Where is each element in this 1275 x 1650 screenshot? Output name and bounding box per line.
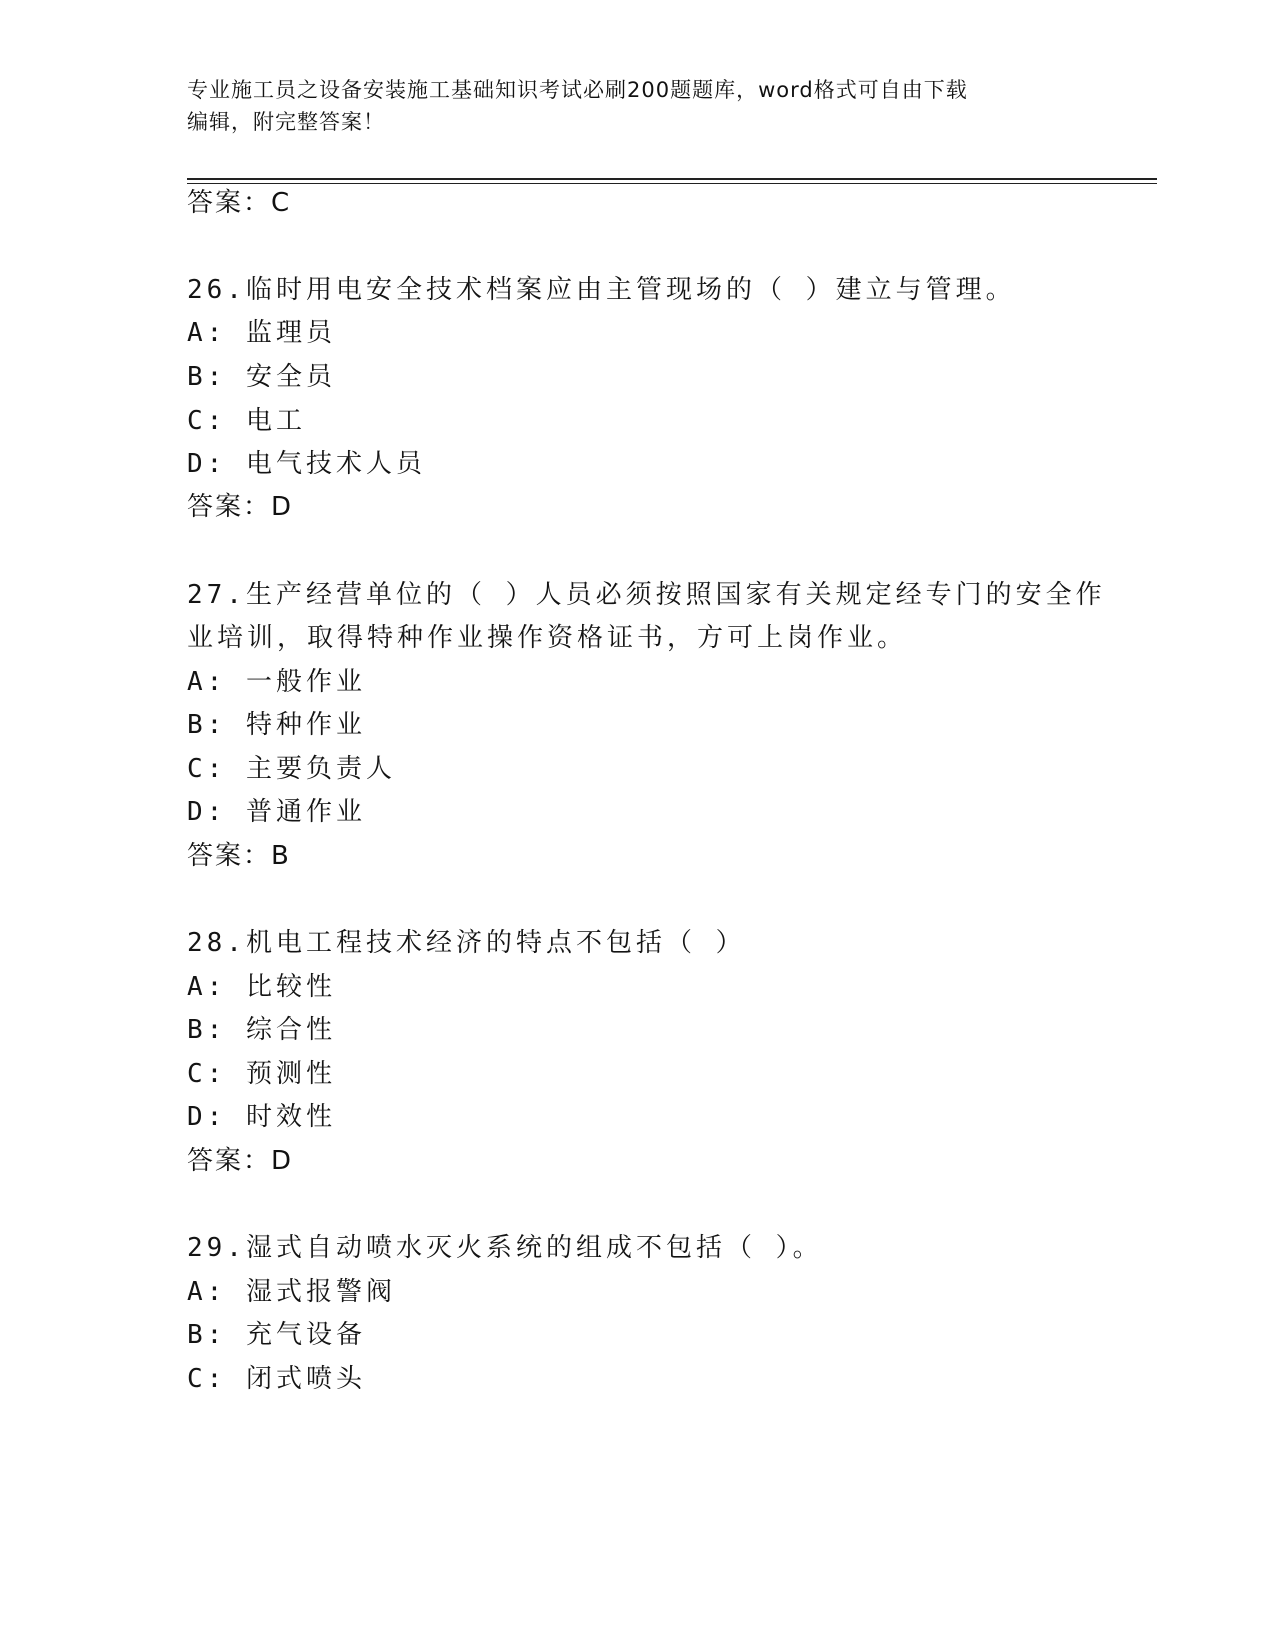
question-29-option-b: B: 充气设备 [187, 1320, 366, 1350]
question-29-option-a: A: 湿式报警阀 [187, 1277, 396, 1307]
question-27-option-b: B: 特种作业 [187, 710, 366, 740]
header-line-1: 专业施工员之设备安装施工基础知识考试必刷200题题库，word格式可自由下载 [187, 78, 968, 102]
header-divider-thin [187, 183, 1157, 184]
question-27-option-c: C: 主要负责人 [187, 754, 396, 784]
question-26-answer: 答案：D [187, 492, 294, 522]
question-27-answer: 答案：B [187, 841, 291, 871]
previous-answer: 答案：C [187, 188, 292, 218]
question-29-stem: 29.湿式自动喷水灭火系统的组成不包括（ ）。 [187, 1233, 823, 1263]
question-26-option-a: A: 监理员 [187, 318, 336, 348]
question-28-option-b: B: 综合性 [187, 1015, 336, 1045]
document-header [187, 74, 1067, 138]
question-27-option-a: A: 一般作业 [187, 667, 366, 697]
header-line-2: 编辑，附完整答案！ [187, 110, 385, 134]
question-27-option-d: D: 普通作业 [187, 797, 366, 827]
question-26-option-d: D: 电气技术人员 [187, 449, 426, 479]
question-28-option-c: C: 预测性 [187, 1059, 336, 1089]
header-divider-thick [187, 178, 1157, 180]
question-29-option-c: C: 闭式喷头 [187, 1364, 366, 1394]
question-26-option-b: B: 安全员 [187, 362, 336, 392]
question-26-option-c: C: 电工 [187, 406, 306, 436]
question-28-answer: 答案：D [187, 1146, 294, 1176]
question-27-stem-line-1: 27.生产经营单位的（ ）人员必须按照国家有关规定经专门的安全作 [187, 580, 1106, 610]
question-27-stem-line-2: 业培训，取得特种作业操作资格证书，方可上岗作业。 [187, 623, 908, 653]
question-28-stem: 28.机电工程技术经济的特点不包括（ ） [187, 928, 746, 958]
question-26-stem: 26.临时用电安全技术档案应由主管现场的（ ）建立与管理。 [187, 275, 1016, 305]
question-28-option-a: A: 比较性 [187, 972, 336, 1002]
question-28-option-d: D: 时效性 [187, 1102, 336, 1132]
